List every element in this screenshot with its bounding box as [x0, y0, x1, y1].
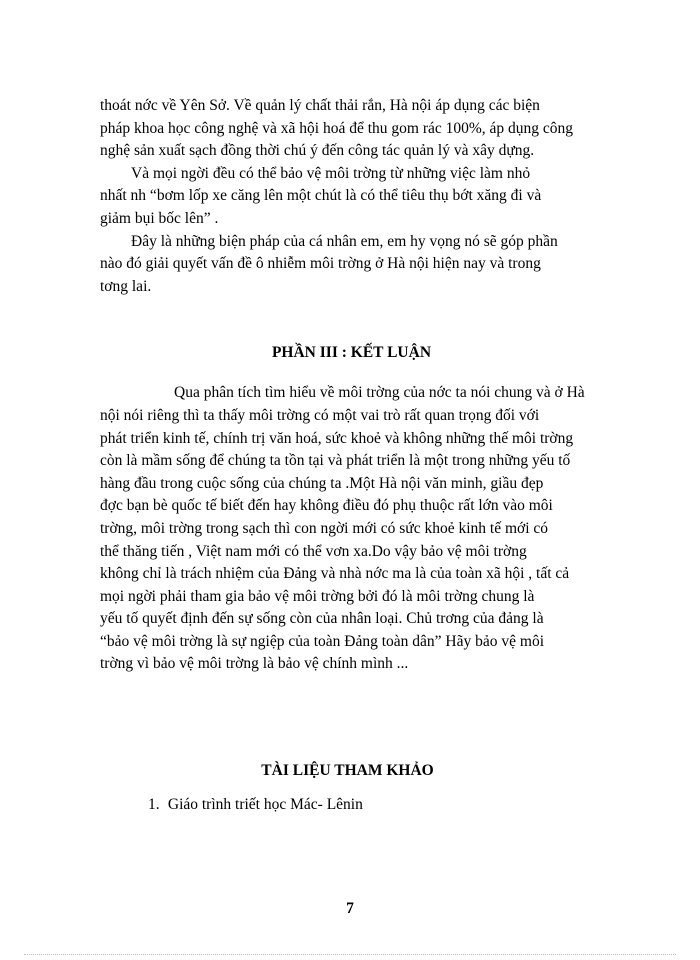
- text-line: nào đó giải quyết vấn đề ô nhiễm môi trờng ở Hà nội hiện nay và trong: [100, 255, 541, 273]
- text-line: Đây là những biện pháp của cá nhân em, em hy vọng nó sẽ góp phần: [131, 232, 558, 250]
- text-line: Và mọi ngời đều có thể bảo vệ môi trờng từ những việc làm nhỏ: [131, 164, 531, 182]
- reference-item: [100, 794, 595, 816]
- text-line: trờng vì bảo vệ môi trờng là bảo vệ chính mình ...: [100, 655, 409, 673]
- page-bottom-divider: [24, 954, 676, 955]
- text-line: mọi ngời phải tham gia bảo vệ môi trờng bởi đó là môi trờng chung là: [100, 587, 535, 605]
- reference-number: 1.: [148, 796, 160, 814]
- text-line: không chỉ là trách nhiệm của Đảng và nhà nớc ma là của toàn xã hội , tất cả: [100, 565, 570, 583]
- section-heading: PHẦN III : KẾT LUẬN: [271, 344, 432, 362]
- text-line: phát triển kinh tế, chính trị văn hoá, sức khoẻ và không những thế môi trờng: [100, 429, 574, 447]
- text-line: nhất nh “bơm lốp xe căng lên một chút là có thể tiêu thụ bớt xăng đi và: [100, 187, 542, 205]
- text-line: tơng lai.: [100, 277, 152, 295]
- text-line: hàng đầu trong cuộc sống của chúng ta .Một Hà nội văn minh, giầu đẹp: [100, 474, 544, 492]
- text-line: còn là mầm sống để chúng ta tồn tại và phát triển là một trong những yếu tố: [100, 452, 571, 470]
- references-heading: TÀI LIỆU THAM KHẢO: [261, 762, 434, 780]
- text-line: đợc bạn bè quốc tế biết đến hay không điều đó phụ thuộc rất lớn vào môi: [100, 497, 553, 515]
- text-line: nội nói riêng thì ta thấy môi trờng có một vai trò rất quan trọng đối với: [100, 406, 540, 424]
- document-page: [100, 95, 595, 816]
- text-line: pháp khoa học công nghệ và xã hội hoá để thu gom rác 100%, áp dụng công: [100, 119, 574, 137]
- text-line: giảm bụi bốc lên” .: [100, 209, 219, 227]
- paragraph-personal-actions: [100, 163, 595, 231]
- page-number: 7: [346, 900, 354, 917]
- text-line: yếu tố quyết định đến sự sống còn của nhân loại. Chủ trơng của đảng là: [100, 610, 544, 628]
- paragraph-personal-measures: [100, 231, 595, 299]
- text-line: thoát nớc về Yên Sở. Về quản lý chất thải rắn, Hà nội áp dụng các biện: [100, 97, 540, 114]
- text-line: thể thăng tiến , Việt nam mới có thể vơn xa.Do vậy bảo vệ môi trờng: [100, 542, 527, 560]
- reference-text: Giáo trình triết học Mác- Lênin: [167, 796, 363, 814]
- conclusion-paragraph: [100, 382, 595, 676]
- text-line: “bảo vệ môi trờng là sự ngiệp của toàn Đảng toàn dân” Hãy bảo vệ môi: [100, 632, 545, 650]
- intro-paragraph: [100, 95, 595, 163]
- text-line: trờng, môi trờng trong sạch thì con ngời mới có sức khoẻ kinh tế mới có: [100, 519, 549, 537]
- text-line: Qua phân tích tìm hiểu về môi trờng của nớc ta nói chung và ở Hà: [174, 384, 585, 402]
- text-line: nghệ sản xuất sạch đồng thời chú ý đến công tác quản lý và xây dựng.: [100, 142, 535, 160]
